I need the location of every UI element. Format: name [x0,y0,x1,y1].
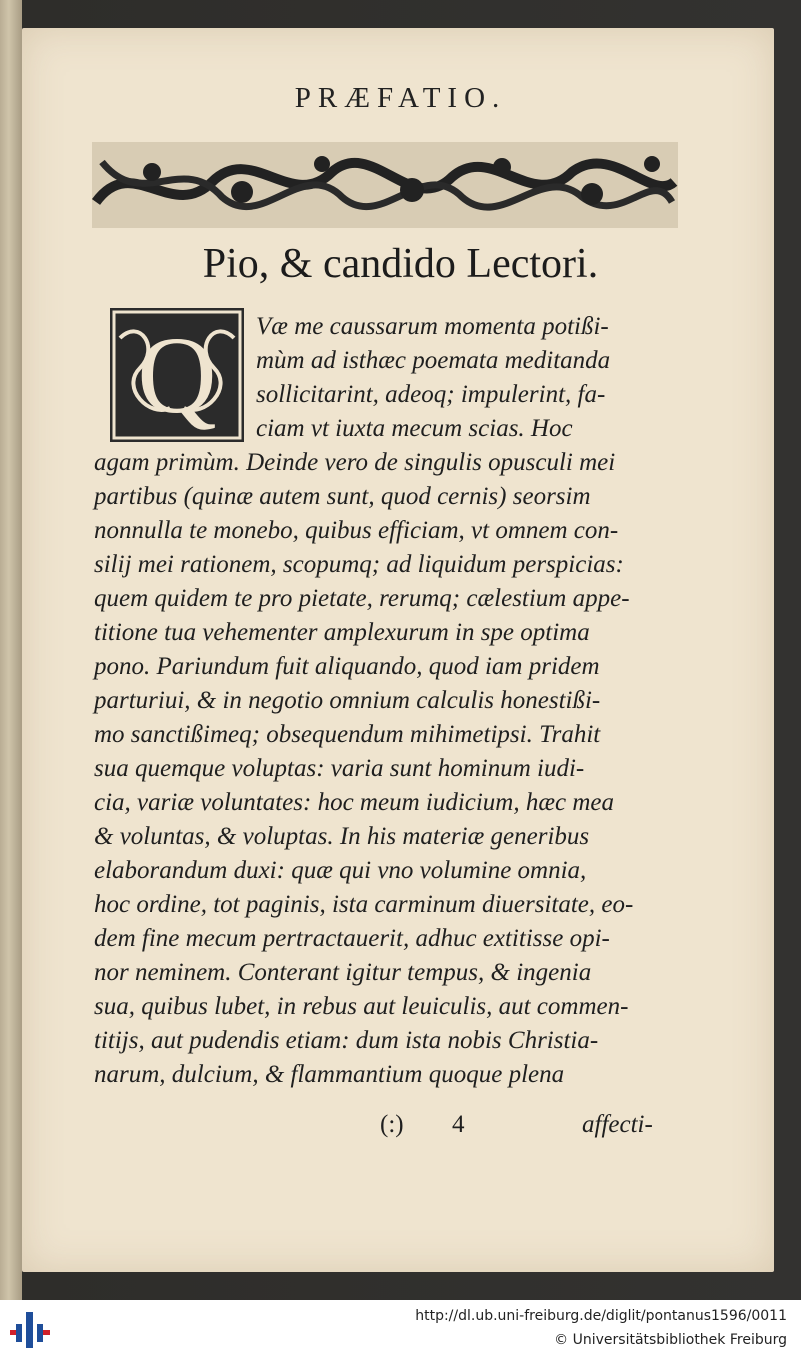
text-line: elaborandum duxi: quæ qui vno volumine omnia, [94,857,587,884]
catchword: affecti- [582,1111,653,1138]
text-line: quem quidem te pro pietate, rerumq; cælestium appe- [94,585,630,612]
text-line: nor neminem. Conterant igitur tempus, & ingenia [94,959,592,986]
signature-mark: (:) [380,1111,404,1138]
text-line: nonnulla te monebo, quibus efficiam, vt omnem con- [94,517,619,544]
university-logo-icon [10,1310,50,1350]
text-line: titione tua vehementer amplexurum in spe optima [94,619,590,646]
text-line: sua, quibus lubet, in rebus aut leuiculis, aut commen- [94,993,629,1020]
initial-letter: Q [137,313,217,436]
text-line: silij mei rationem, scopumq; ad liquidum perspicias: [94,551,624,578]
text-line: narum, dulcium, & flammantium quoque plena [94,1061,565,1088]
text-line: sollicitarint, adeoq; impulerint, fa- [256,381,606,408]
signature-number: 4 [452,1111,465,1138]
text-line: titijs, aut pudendis etiam: dum ista nobis Christia- [94,1027,599,1054]
text-line: partibus (quinæ autem sunt, quod cernis) seorsim [94,483,591,510]
text-line: hoc ordine, tot paginis, ista carminum diuersitate, eo- [94,891,634,918]
text-line: pono. Pariundum fuit aliquando, quod iam pridem [94,653,600,680]
text-line: sua quemque voluptas: varia sunt hominum iudi- [94,755,585,782]
text-line: & voluntas, & voluptas. In his materiæ generibus [94,823,590,850]
decorated-initial [110,308,244,442]
viewer-footer [0,1300,801,1358]
text-line: mùm ad isthæc poemata meditanda [256,347,611,374]
text-line: dem fine mecum pertractauerit, adhuc extitisse opi- [94,925,610,952]
document-url[interactable]: http://dl.ub.uni-freiburg.de/diglit/pontanus1596/0011 [415,1308,787,1324]
text-line: cia, variæ voluntates: hoc meum iudicium, hæc mea [94,789,615,816]
text-line: Væ me caussarum momenta potißi- [256,313,609,340]
text-line: ciam vt iuxta mecum scias. Hoc [256,415,573,442]
text-line: agam primùm. Deinde vero de singulis opusculi mei [94,449,616,476]
text-line: parturiui, & in negotio omnium calculis honestißi- [94,687,601,714]
ornament-band [92,142,678,228]
text-line: mo sanctißimeq; obsequendum mihimetipsi. Trahit [94,721,601,748]
heading: Pio, & candido Lectori. [202,241,599,287]
book-spine [0,0,22,1300]
running-head: PRÆFATIO. [294,82,507,114]
library-credit: © Universitätsbibliothek Freiburg [554,1332,787,1348]
